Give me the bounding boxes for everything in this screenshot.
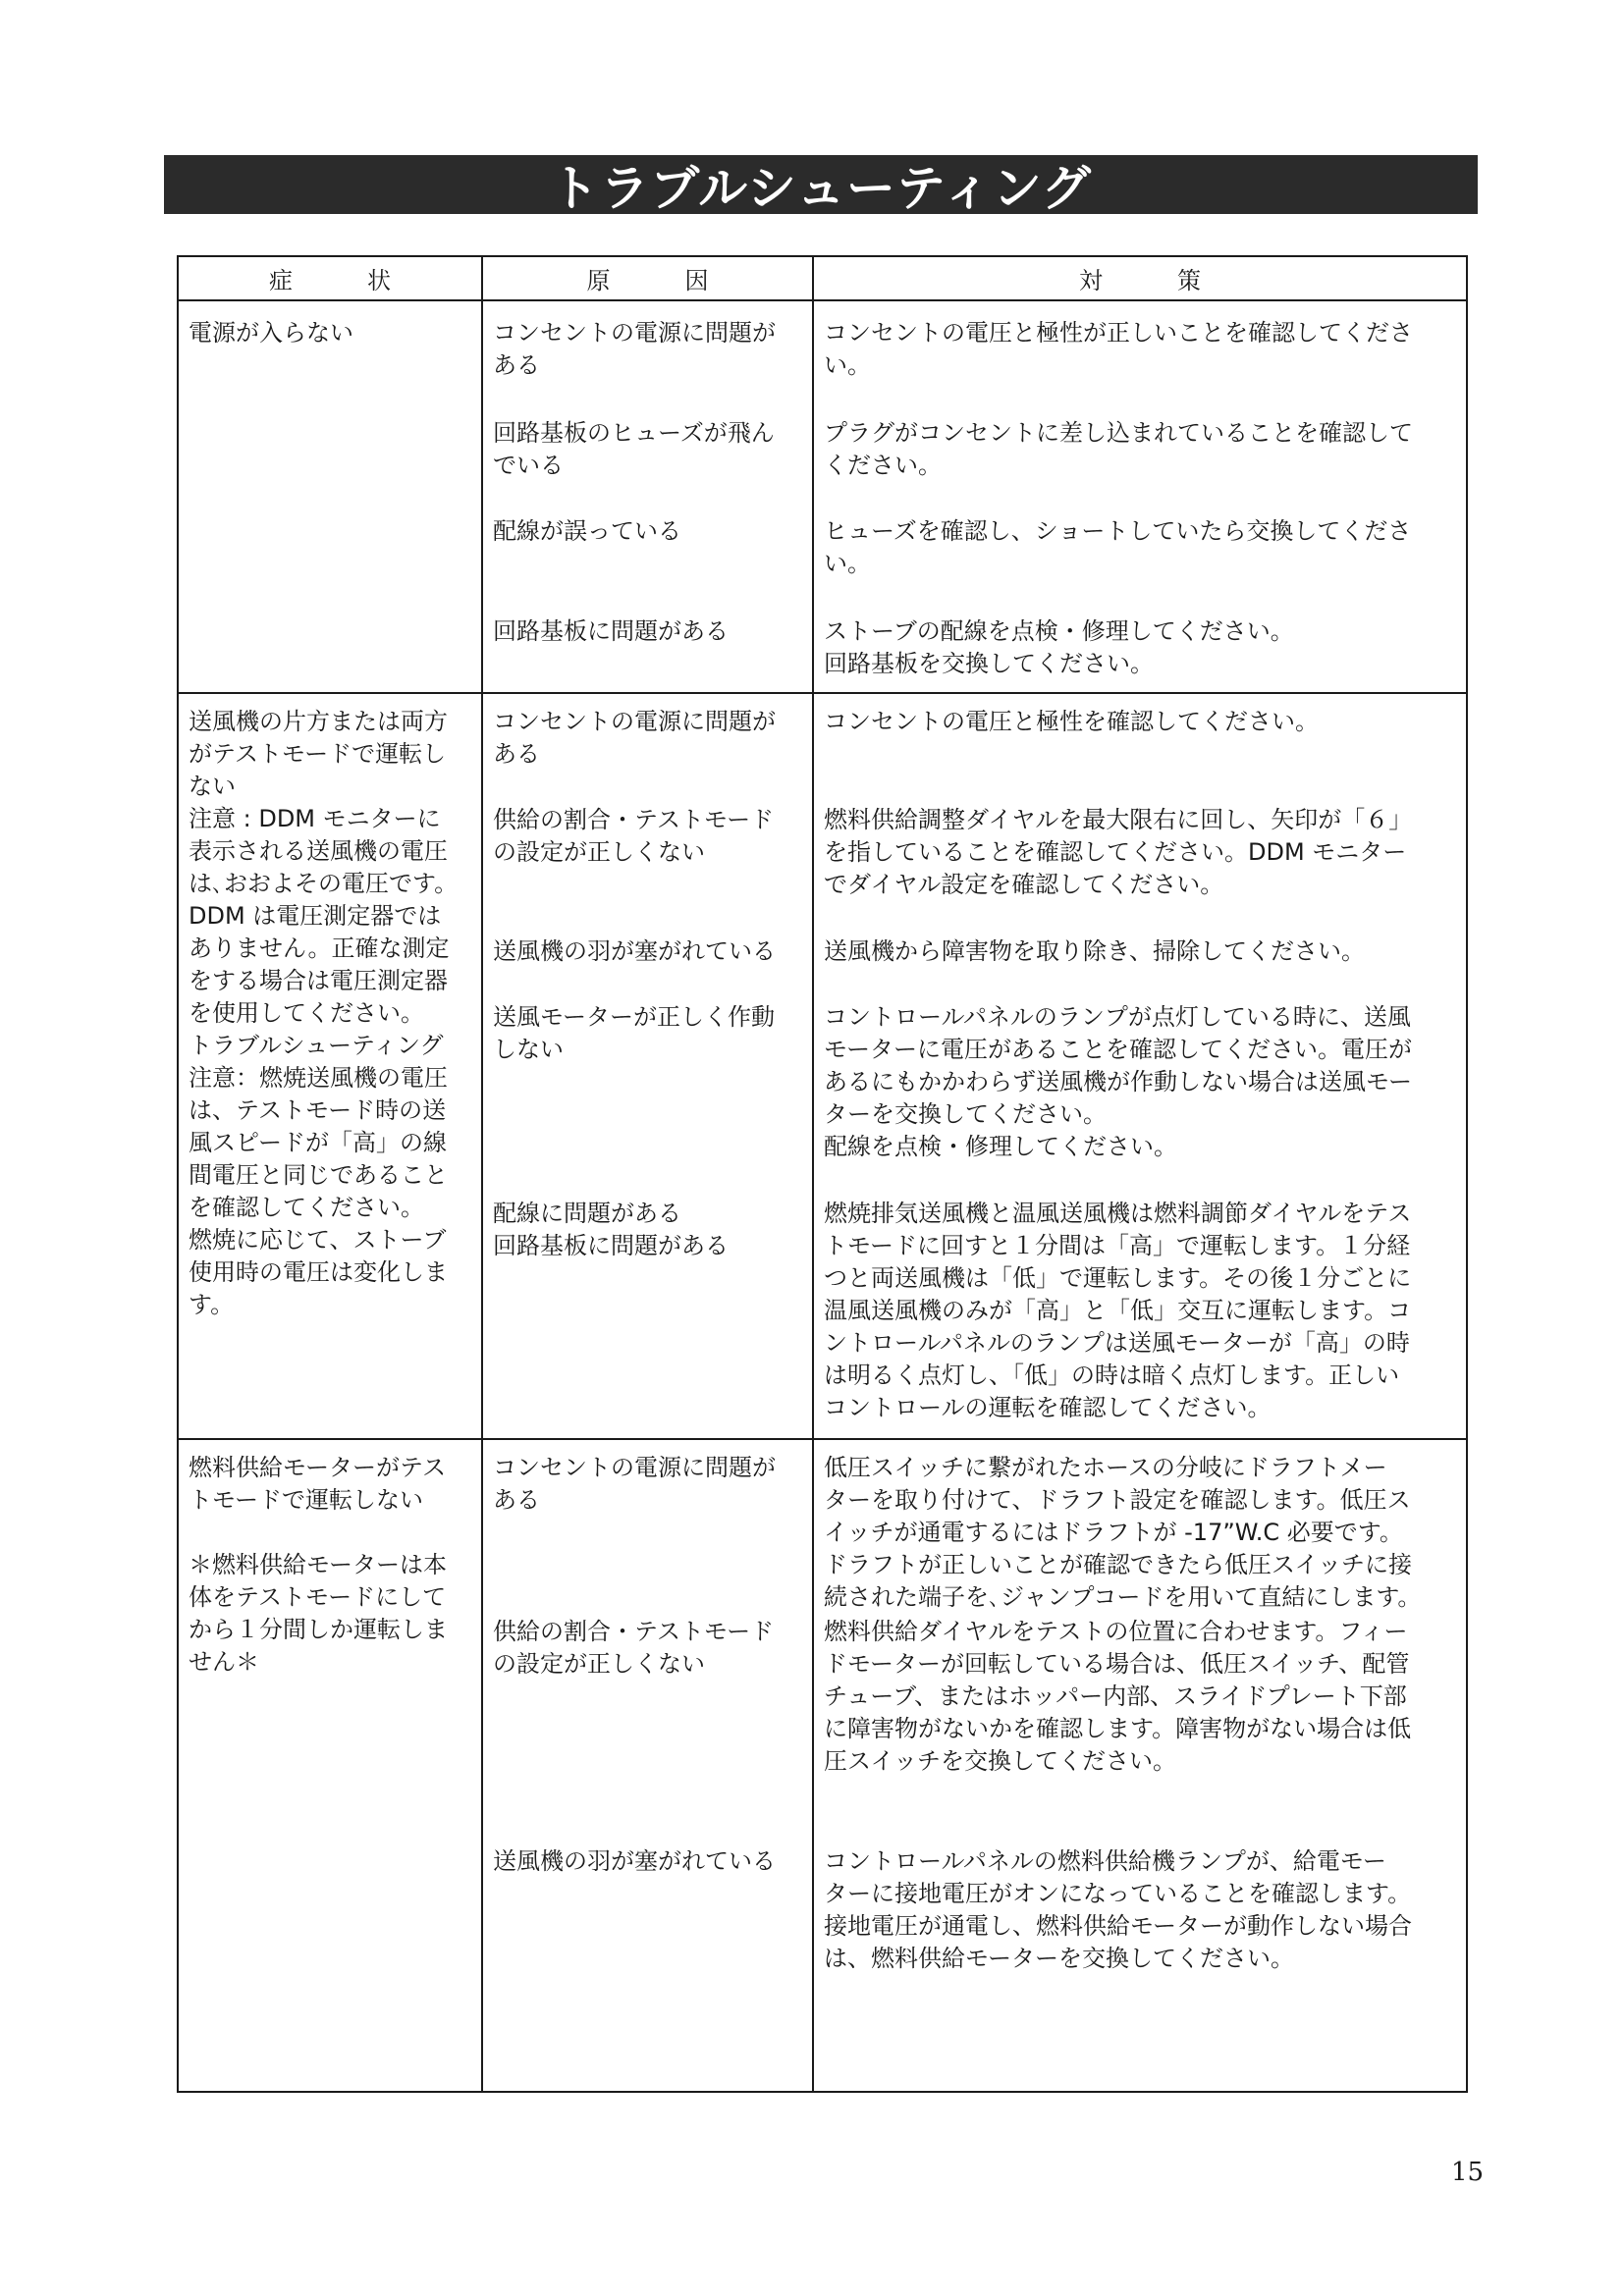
action-text: 送風機から障害物を取り除き、掃除してください。 [824, 937, 1366, 965]
cause-text: 回路基板に問題がある [493, 617, 729, 645]
action-text: 低圧スイッチに繋がれたホースの分岐にドラフトメー ターを取り付けて、ドラフト設定を確認します。低圧ス イッチが通電するにはドラフトが -17”W.C 必要です。 ドラフトが正しいことが確認できたら低圧スイッチに接 続された端子を､ジャンプコードを用いて直結にします。 [824, 1454, 1422, 1611]
cause-text: 回路基板のヒューズが飛ん でいる [493, 419, 775, 479]
action-cell [813, 693, 1467, 1439]
table-row [178, 693, 1467, 1439]
action-cell [813, 1439, 1467, 2092]
cause-text: 供給の割合・テストモード の設定が正しくない [493, 806, 775, 866]
action-text: 燃料供給調整ダイヤルを最大限右に回し、矢印が「６」 を指していることを確認してください。DDM モニター でダイヤル設定を確認してください。 [824, 806, 1413, 898]
symptom-cell [178, 693, 482, 1439]
table-header-row [178, 256, 1467, 300]
action-text: 燃料供給ダイヤルをテストの位置に合わせます。フィー ドモーターが回転している場合は、低圧スイッチ、配管 チューブ、またはホッパー内部、スライドプレート下部 に障害物がないかを確認します。障害物がない場合は低 圧スイッチを交換してください。 [824, 1618, 1412, 1775]
action-text: コントロールパネルの燃料供給機ランプが、給電モー ターに接地電圧がオンになっていることを確認します。 接地電圧が通電し、燃料供給モーターが動作しない場合 は、燃料供給モーターを交換してください。 [824, 1847, 1413, 1972]
action-text: コントロールパネルのランプが点灯している時に、送風 モーターに電圧があることを確認してください。電圧が あるにもかかわらず送風機が作動しない場合は送風モー ターを交換してください。 配線を点検・修理してください。 [824, 1003, 1413, 1160]
troubleshooting-table [177, 255, 1468, 2093]
column-header-symptom: 症 状 [178, 256, 482, 300]
cause-text: 送風モーターが正しく作動 しない [493, 1003, 776, 1063]
action-text: 燃焼排気送風機と温風送風機は燃料調節ダイヤルをテス トモードに回すと１分間は「高」で運転します。１分経 つと両送風機は「低」で運転します。その後１分ごとに 温風送風機のみが「高」と「低」交互に運転します。コ ントロールパネルのランプは送風モーターが「高」の時 は明るく点灯し、「低」の時は暗く点灯します。正しい コントロールの運転を確認してください。 [824, 1200, 1412, 1421]
cause-text: 送風機の羽が塞がれている [493, 1847, 776, 1875]
cause-cell [482, 1439, 813, 2092]
action-text: プラグがコンセントに差し込まれていることを確認して ください。 [824, 419, 1413, 479]
table-row [178, 300, 1467, 693]
cause-text: 送風機の羽が塞がれている [493, 937, 776, 965]
symptom-cell [178, 300, 482, 693]
action-text: コンセントの電圧と極性が正しいことを確認してくださ い。 [824, 319, 1413, 379]
cause-text: コンセントの電源に問題が ある [493, 319, 776, 379]
cause-text: コンセントの電源に問題が ある [493, 1454, 776, 1514]
symptom-text: 燃料供給モーターがテス トモードで運転しない ＊燃料供給モーターは本 体をテストモードにして から１分間しか運転しま せん＊ [189, 1454, 448, 1676]
action-text: ヒューズを確認し、ショートしていたら交換してくださ い。 [824, 517, 1412, 577]
cause-cell [482, 693, 813, 1439]
column-header-action: 対 策 [813, 256, 1467, 300]
column-header-cause: 原 因 [482, 256, 813, 300]
action-cell [813, 300, 1467, 693]
cause-text: 配線が誤っている [493, 517, 681, 545]
cause-cell [482, 300, 813, 693]
page-title: トラブルシューティング [164, 155, 1478, 214]
symptom-text: 送風機の片方または両方 がテストモードで運転し ない 注意 : DDM モニターに 表示される送風機の電圧 は､おおよその電圧です。 DDM は電圧測定器では ありません。正確な測定 をする場合は電圧測定器 を使用してください。 トラブルシューティング 注意：燃焼送風機の電圧 は、テストモード時の送 風スピードが「高」の線 間電圧と同じであること を確認してください。 燃焼に応じて、ストーブ 使用時の電圧は変化しま す。 [189, 708, 459, 1318]
symptom-cell [178, 1439, 482, 2092]
table-row [178, 1439, 1467, 2092]
action-text: ストーブの配線を点検・修理してください。 回路基板を交換してください。 [824, 617, 1294, 677]
action-text: コンセントの電圧と極性を確認してください。 [824, 708, 1319, 735]
page-number: 15 [1451, 2158, 1485, 2187]
cause-text: コンセントの電源に問題が ある [493, 708, 776, 768]
symptom-text: 電源が入らない [189, 319, 353, 347]
cause-text: 供給の割合・テストモード の設定が正しくない [493, 1618, 775, 1678]
cause-text: 配線に問題がある 回路基板に問題がある [493, 1200, 729, 1259]
